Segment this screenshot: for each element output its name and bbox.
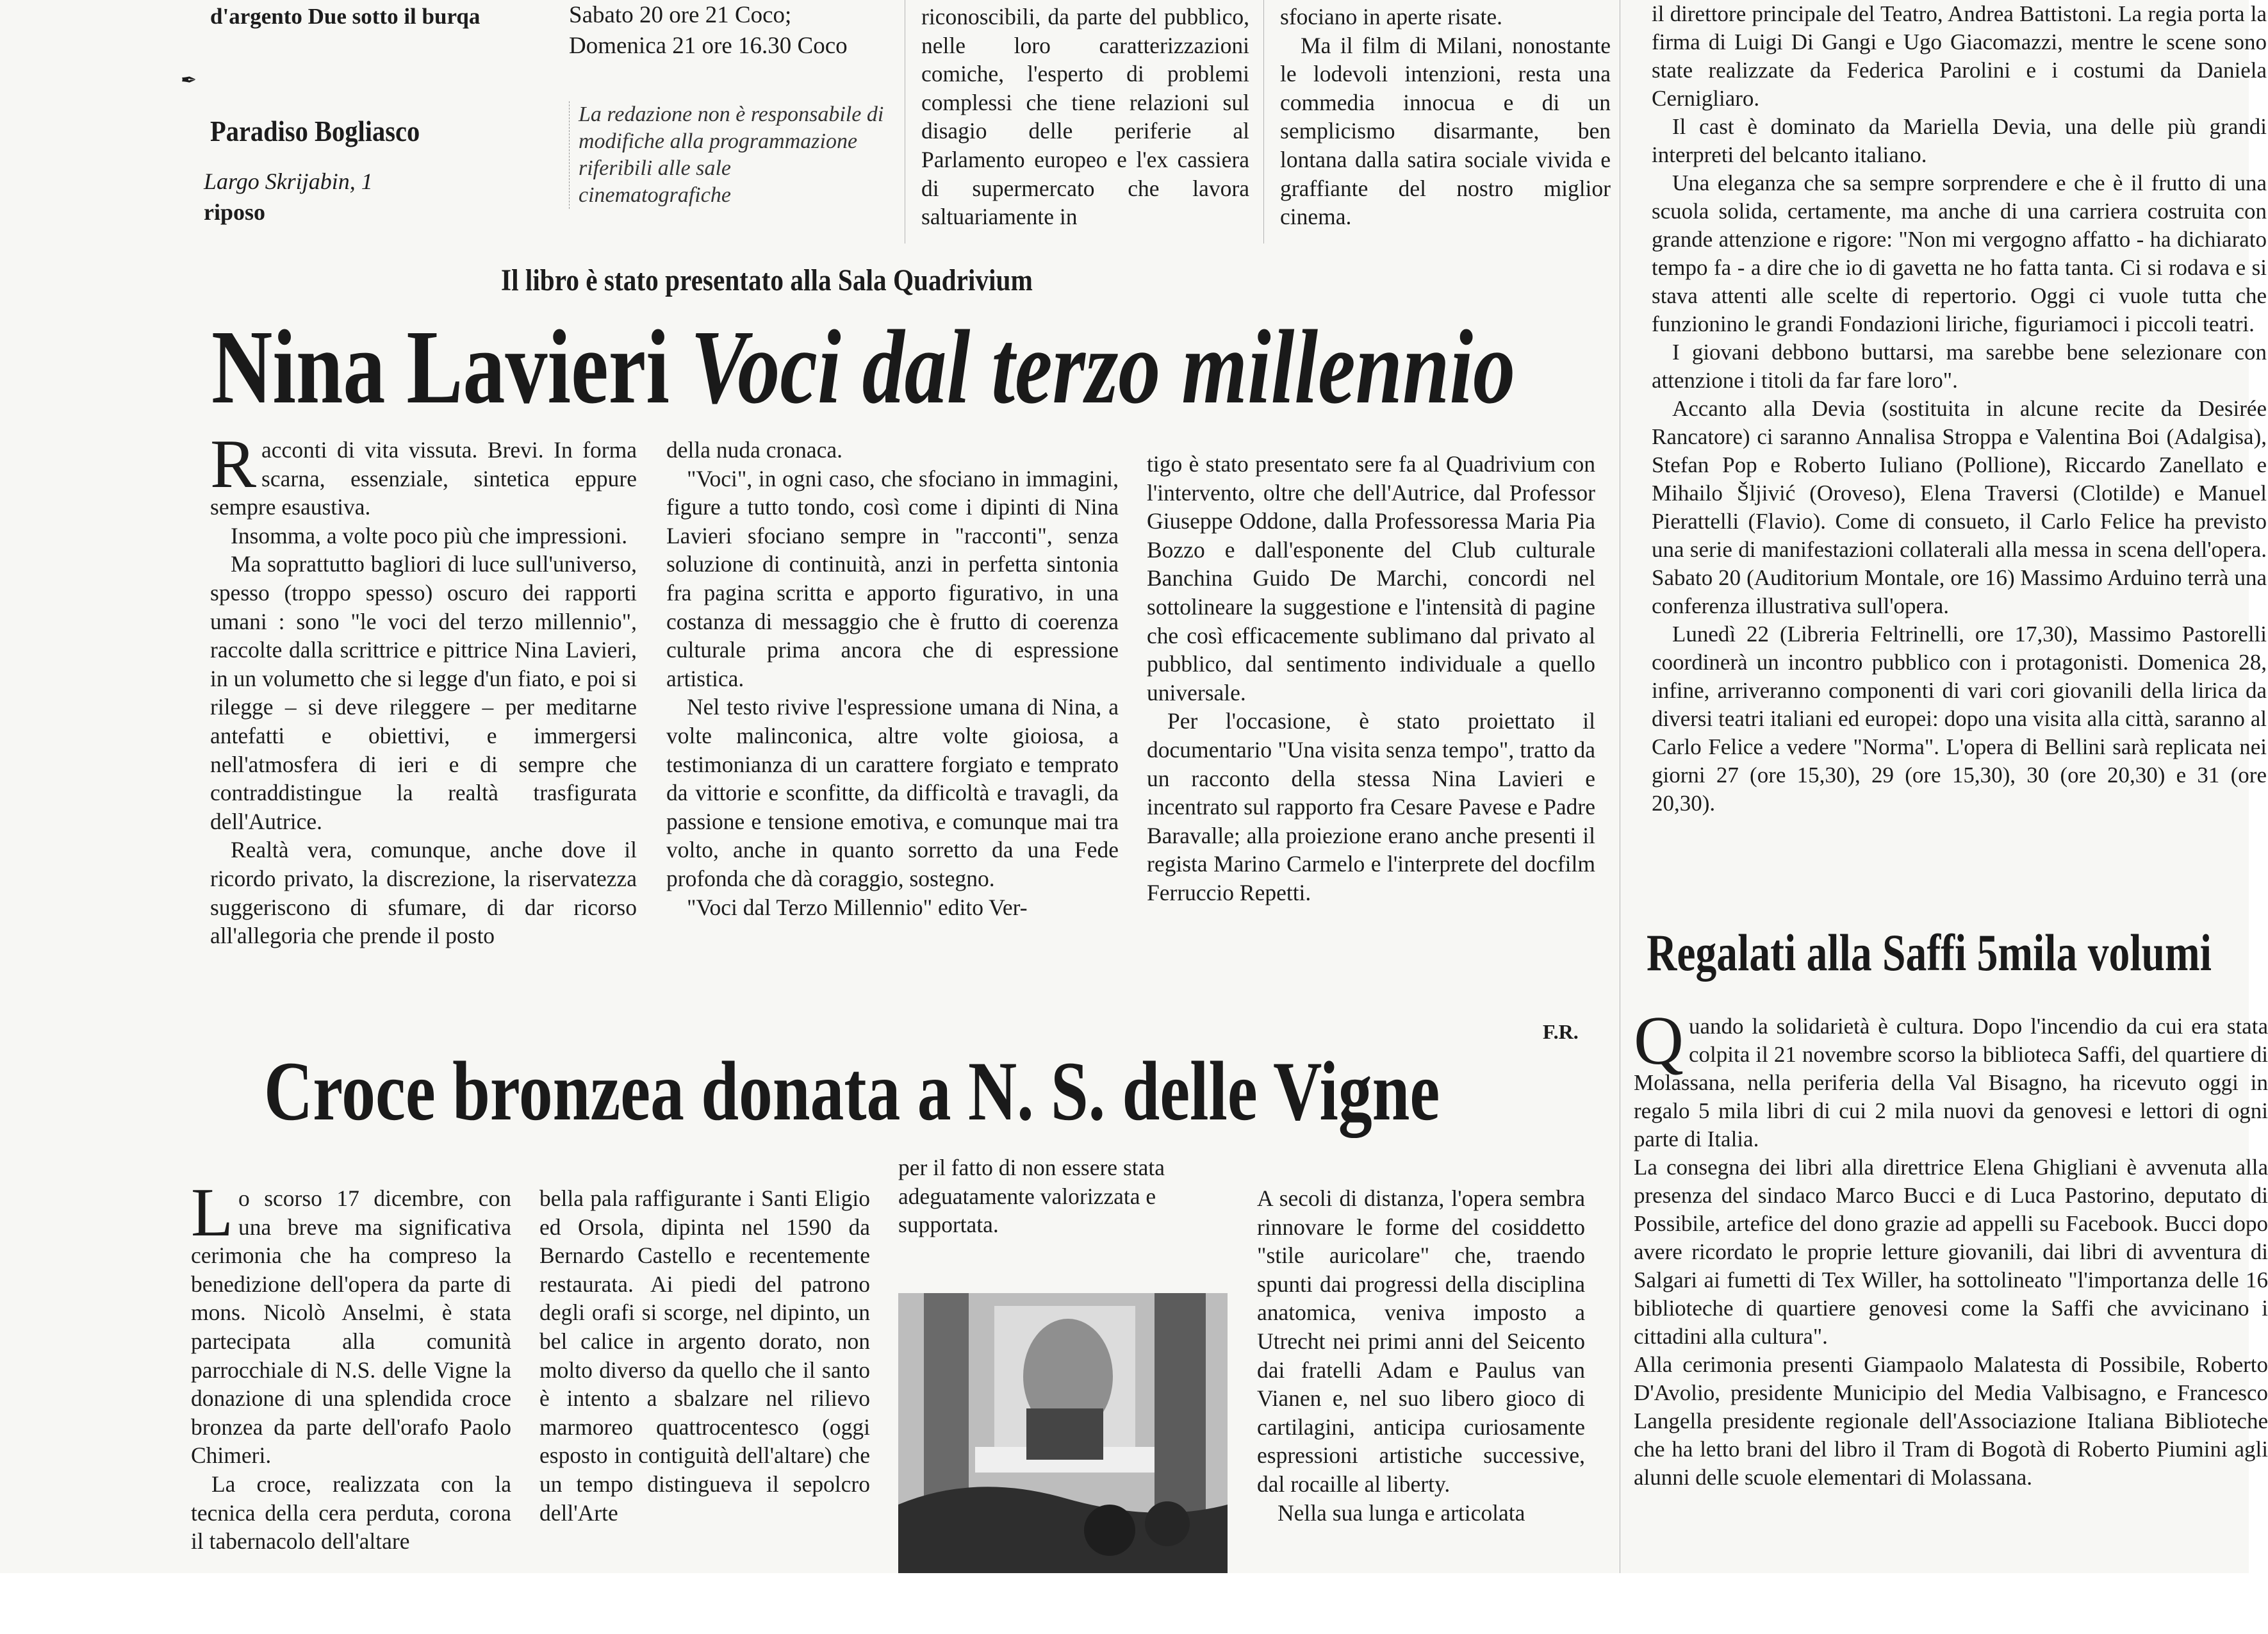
cinema-venue: Paradiso Bogliasco bbox=[210, 115, 420, 147]
lavieri-col1: R acconti di vita vissuta. Brevi. In forma scarna, essenziale, sintetica eppure sempre esaustiva. Insomma, a volte poco più che impressioni. Ma soprattutto bagliori di luce sull'universo, spesso (troppo spesso) oscuro dei rapporti umani : sono "le voci del terzo millennio", raccolte dalla scrittrice e pittrice Nina Lavieri, in un volumetto che si legge d'un fiato, e poi si rilegge – si deve rileggere – per meditarne antefatti e obiettivi, e immergersi nell'atmosfera di ieri e di sempre che contraddistingue la realtà trasfigurata dell'Autrice. Realtà vera, comunque, anche dove il ricordo privato, la discrezione, la riservatezza suggeriscono di sfumare, di dar ricorso all'allegoria che prende il posto bbox=[210, 426, 637, 949]
right-column-saffi: Q uando la solidarietà è cultura. Dopo l'incendio da cui era stata colpita il 21 novembre scorso la biblioteca Saffi, del quartiere di Molassana, nella periferia della Val Bisagno, ha ricevuto oggi in regalo 5 mila libri di cui 2 mila nuovi da genovesi e lettori di ogni parte di Italia. La consegna dei libri alla direttrice Elena Ghigliani è avvenuta alla presenza del sindaco Marco Bucci e di Luca Pastorino, deputato di Possibile, artefice del dono grazie ad appelli su Facebook. Bucci dopo avere ricordato le proprie letture giovanili, dai libri di avventura di Salgari ai fumetti di Tex Willer, ha sottolineato "l'importanza delle 16 biblioteche di quartiere genovesi come la Saffi che avvicinano i cittadini alla cultura". Alla cerimonia presenti Giampaolo Malatesta di Possibile, Roberto D'Avolio, presidente Municipio del Media Valbisagno, e Francesco Langella presidente regionale dell'Associazione Italiana Biblioteche che ha letto brani del libro il Tram di Bogotà di Roberto Piumini agli alunni delle scuole elementari di Molassana. bbox=[1634, 1003, 2268, 1490]
editorial-note: La redazione non è responsabile di modifiche alla programmazione riferibili alle sale cinematografiche bbox=[569, 101, 889, 209]
croce-col1: L o scorso 17 dicembre, con una breve ma significativa cerimonia che ha compreso la benedizione dell'opera da parte di mons. Nicolò Anselmi, è stata partecipata alla comunità parrocchiale di N.S. delle Vigne la donazione di una splendida croce bronzea da parte dell'orafo Paolo Chimeri. La croce, realizzata con la tecnica della cera perduta, corona il tabernacolo dell'altare bbox=[191, 1175, 511, 1555]
listing-line: d'argento Due sotto il burqa bbox=[210, 4, 481, 29]
listings-col4: sfociano in aperte risate. Ma il film di Milani, nonostante le lodevoli intenzioni, resta una commedia innocua e di un semplicismo disarmante, ben lontana dalla satira sociale vivida e graffiante del nostro miglior cinema. bbox=[1280, 4, 1611, 230]
byline: F.R. bbox=[1543, 1020, 1579, 1043]
column-rule bbox=[1263, 0, 1264, 243]
croce-col3: per il fatto di non essere stata adeguatamente valorizzata e supportata. bbox=[898, 1155, 1165, 1238]
scan-margin bbox=[0, 1573, 2249, 1634]
drop-cap: R bbox=[210, 426, 257, 502]
drop-cap: Q bbox=[1634, 1003, 1684, 1079]
bullet-icon: ✒ bbox=[181, 70, 197, 91]
cinema-status: riposo bbox=[204, 199, 266, 225]
church-altar-photo bbox=[898, 1293, 1228, 1573]
listing-sabato: Sabato 20 ore 21 Coco; bbox=[569, 2, 792, 28]
title-italic: Voci dal terzo millennio bbox=[690, 308, 1516, 425]
cinema-address: Largo Skrijabin, 1 bbox=[204, 169, 373, 194]
lavieri-col2: della nuda cronaca. "Voci", in ogni caso, che sfociano in immagini, figure a tutto tondo, così come i dipinti di Nina Lavieri sfociano sempre in "racconti", senza soluzione di continuità, anzi in perfetta sintonia fra pagina scritta e apporto figurativo, in una costanza di messaggio che è frutto di coerenza culturale prima ancora che di espressione artistica. Nel testo rivive l'espressione umana di Nina, a volte malinconica, altre volte gioiosa, a testimonianza di un carattere forgiato e temprato da vittorie e sconfitte, da difficoltà e travagli, da passione e tensione emotiva, e comunque mai tra volto, anche in quanto sorretto da una Fede profonda che dà coraggio, sostegno. "Voci dal Terzo Millennio" edito Ver- bbox=[666, 437, 1119, 920]
croce-col4: A secoli di distanza, l'opera sembra rinnovare le forme del cosiddetto "stile auricolare" che, traendo spunti dai progressi della disciplina anatomica, veniva imposto a Utrecht nei primi anni del Seicento dai fratelli Adam e Paulus van Vianen e, nel suo libero gioco di cartilagini, anticipa curiosamente espressioni artistiche successive, dal rocaille al liberty. Nella sua lunga e articolata bbox=[1257, 1185, 1585, 1526]
listings-col3: riconoscibili, da parte del pubblico, nelle loro caratterizzazioni comiche, l'esperto di problemi complessi che tiene relazioni sul disagio delle periferie al Parlamento europeo e l'ex cassiera di supermercato che lavora saltuariamente in bbox=[921, 4, 1249, 230]
drop-cap: L bbox=[191, 1175, 233, 1251]
title-name: Nina Lavieri bbox=[211, 308, 670, 425]
article-title: Croce bronzea donata a N. S. delle Vigne bbox=[264, 1044, 1440, 1138]
croce-col2: bella pala raffigurante i Santi Eligio ed Orsola, dipinta nel 1590 da Bernardo Castello e recentemente restaurata. Ai piedi del patrono degli orafi si scorge, nel dipinto, un bel calice in argento dorato, non molto diverso da quello che il santo è intento a sbalzare nel rilievo marmoreo quattrocentesco (oggi esposto in contiguità dell'altare) che un tempo distingueva il sepolcro dell'Arte bbox=[539, 1185, 870, 1526]
lavieri-col3: tigo è stato presentato sere fa al Quadrivium con l'intervento, oltre che dell'Autrice, dal Professor Giuseppe Oddone, dalla Professoressa Maria Pia Bozzo e dall'esponente del Club culturale Banchina Guido De Marchi, concordi nel sottolineare la suggestione e l'intensità di pagine che così efficacemente sublimano dal privato al pubblico, dal sentimento individuale a quello universale. Per l'occasione, è stato proiettato il documentario "Una visita senza tempo", tratto da un racconto della stessa Nina Lavieri e incentrato sul rapporto fra Cesare Pavese e Padre Baravalle; alla proiezione erano anche presenti il regista Marino Carmelo e l'interprete del docfilm Ferruccio Repetti. bbox=[1147, 451, 1595, 905]
article-title: Regalati alla Saffi 5mila volumi bbox=[1647, 923, 2212, 982]
article-kicker: Il libro è stato presentato alla Sala Quadrivium bbox=[501, 263, 1033, 297]
article-title bbox=[211, 306, 1515, 428]
altar-photo-illustration bbox=[898, 1293, 1228, 1573]
listing-domenica: Domenica 21 ore 16.30 Coco bbox=[569, 33, 848, 59]
right-column-opera: il direttore principale del Teatro, Andrea Battistoni. La regia porta la firma di Luigi Di Gangi e Ugo Giacomazzi, mentre le scene sono state realizzate da Federica Parolini e i costumi da Daniela Cernigliaro. Il cast è dominato da Mariella Devia, una delle più grandi interpreti del belcanto italiano. Una eleganza che sa sempre sorprendere e che è il frutto di una scuola solida, certamente, ma anche di una carriera costruita con grande attenzione e rigore: "Non mi vergogno affatto - ha dichiarato tempo fa - a dire che io di gavetta ne ho fatta tanta. Ci si rodava e si stava attenti alle scelte di repertorio. Oggi ci vuole tutta che funzionino le grandi Fondazioni liriche, figuriamoci i piccoli teatri. I giovani debbono buttarsi, ma sarebbe bene selezionare con attenzione i titoli da far fare loro". Accanto alla Devia (sostituita in alcune recite da Desirée Rancatore) ci saranno Annalisa Stroppa e Valentina Boi (Adalgisa), Stefan Pop e Roberto Iuliano (Pollione), Riccardo Zanellato e Mihailo Šljivić (Oroveso), Elena Traversi (Clotilde) e Manuel Pierattelli (Flavio). Come di consueto, il Carlo Felice ha previsto una serie di manifestazioni collaterali alla messa in scena dell'opera. Sabato 20 (Auditorium Montale, ore 16) Massimo Arduino terrà una conferenza illustrativa sull'opera. Lunedì 22 (Libreria Feltrinelli, ore 17,30), Massimo Pastorelli coordinerà un incontro pubblico con i protagonisti. Domenica 28, infine, arriveranno componenti di vari cori giovanili della lirica da diversi teatri italiani ed europei: dopo una visita alla città, saranno al Carlo Felice a vedere "Norma". L'opera di Bellini sarà replicata nei giorni 27 (ore 15,30), 29 (ore 15,30), 30 (ore 20,30) e 31 (ore 20,30). bbox=[1652, 1, 2267, 816]
listings-col1 bbox=[210, 0, 550, 31]
